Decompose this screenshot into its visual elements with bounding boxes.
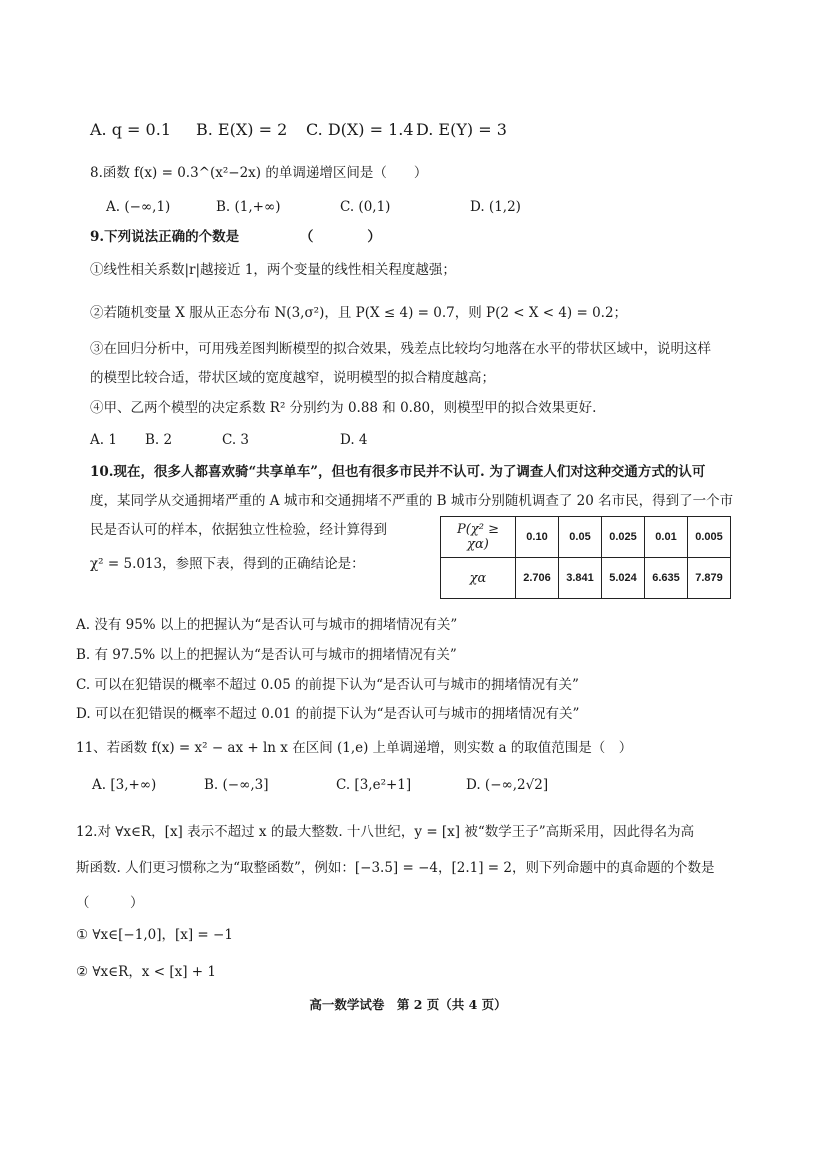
q10-option-a: A. 没有 95% 以上的把握认为“是否认可与城市的拥堵情况有关” (76, 617, 458, 633)
q9-statement-1: ①线性相关系数|r|越接近 1，两个变量的线性相关程度越强； (90, 262, 456, 278)
table-cell: 0.025 (602, 517, 645, 558)
table-row (441, 517, 731, 558)
q12-proposition-1: ① ∀x∈[−1,0]，[x] = −1 (76, 927, 233, 943)
q8-stem: 8.函数 f(x) = 0.3^(x²−2x) 的单调递增区间是（ ） (90, 165, 428, 181)
q9-option-c: C. 3 (222, 432, 250, 448)
q9-statement-3a: ③在回归分析中，可用残差图判断模型的拟合效果，残差点比较均匀地落在水平的带状区域中，说明这样 (90, 341, 711, 357)
chi-square-table (440, 516, 731, 599)
q10-line-1: 10.现在，很多人都喜欢骑“共享单车”，但也有很多市民并不认可. 为了调查人们对这种交通方式的认可 (90, 464, 706, 480)
q11-stem: 11、若函数 f(x) = x² − ax + ln x 在区间 (1,e) 上单调递增，则实数 a 的取值范围是（ ） (76, 740, 633, 756)
q8-option-d: D. (1,2) (470, 199, 521, 215)
q9-option-b: B. 2 (145, 432, 173, 448)
table-cell: 7.879 (688, 558, 731, 599)
table-header-chi: χα (441, 558, 516, 599)
table-cell: 5.024 (602, 558, 645, 599)
q10-line-3: 民是否认可的样本，依据独立性检验，经计算得到 (90, 522, 387, 538)
q7-option-c: C. D(X) = 1.4 (306, 120, 414, 139)
table-header-p: P(χ² ≥ χα) (441, 517, 516, 558)
q10-option-d: D. 可以在犯错误的概率不超过 0.01 的前提下认为“是否认可与城市的拥堵情况有关” (76, 706, 580, 722)
q7-option-a: A. q = 0.1 (90, 120, 171, 139)
q11-option-b: B. (−∞,3] (204, 777, 269, 793)
q9-option-d: D. 4 (340, 432, 368, 448)
q11-option-d: D. (−∞,2√2] (466, 777, 549, 793)
q9-statement-3b: 的模型比较合适，带状区域的宽度越窄，说明模型的拟合精度越高； (90, 370, 495, 386)
q12-line-2: 斯函数. 人们更习惯称之为“取整函数”，例如：[−3.5] = −4，[2.1] = 2，则下列命题中的真命题的个数是 (76, 860, 715, 876)
table-cell: 3.841 (559, 558, 602, 599)
table-cell: 0.01 (645, 517, 688, 558)
q10-option-b: B. 有 97.5% 以上的把握认为“是否认可与城市的拥堵情况有关” (76, 647, 457, 663)
q11-option-a: A. [3,+∞) (92, 777, 157, 793)
q8-option-a: A. (−∞,1) (106, 199, 171, 215)
table-cell: 0.005 (688, 517, 731, 558)
q12-line-1: 12.对 ∀x∈R，[x] 表示不超过 x 的最大整数. 十八世纪，y = [x] 被“数学王子”高斯采用，因此得名为高 (76, 824, 695, 840)
q12-line-3: （ ） (76, 895, 144, 911)
q7-option-d: D. E(Y) = 3 (416, 120, 507, 139)
page-footer: 高一数学试卷 第 2 页（共 4 页） (309, 997, 507, 1012)
table-cell: 2.706 (516, 558, 559, 599)
q9-statement-4: ④甲、乙两个模型的决定系数 R² 分别约为 0.88 和 0.80，则模型甲的拟合效果更好. (90, 400, 597, 416)
q10-line-4: χ² = 5.013，参照下表，得到的正确结论是： (90, 556, 365, 572)
q9-stem: 9.下列说法正确的个数是 （ ） (90, 229, 381, 245)
q9-statement-2: ②若随机变量 X 服从正态分布 N(3,σ²)，且 P(X ≤ 4) = 0.7，则 P(2 < X < 4) = 0.2； (90, 305, 628, 321)
table-cell: 0.05 (559, 517, 602, 558)
q8-option-b: B. (1,+∞) (216, 199, 281, 215)
q7-option-b: B. E(X) = 2 (196, 120, 288, 139)
q8-option-c: C. (0,1) (340, 199, 391, 215)
table-cell: 6.635 (645, 558, 688, 599)
q10-option-c: C. 可以在犯错误的概率不超过 0.05 的前提下认为“是否认可与城市的拥堵情况有关” (76, 677, 579, 693)
q12-proposition-2: ② ∀x∈R，x < [x] + 1 (76, 964, 216, 980)
table-row (441, 558, 731, 599)
table-cell: 0.10 (516, 517, 559, 558)
q9-option-a: A. 1 (90, 432, 117, 448)
q11-option-c: C. [3,e²+1] (336, 777, 412, 793)
q10-line-2: 度，某同学从交通拥堵严重的 A 城市和交通拥堵不严重的 B 城市分别随机调查了 20 名市民，得到了一个市 (90, 493, 734, 509)
